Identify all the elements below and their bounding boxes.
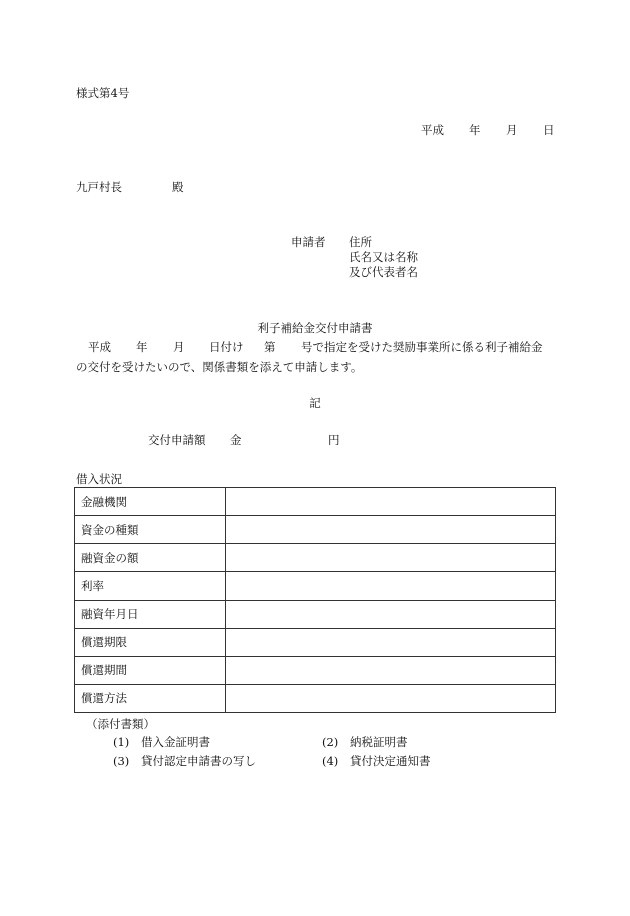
addressee-honorific: 殿 (172, 180, 184, 194)
body-era: 平成 (88, 340, 111, 354)
body-rest: 号で指定を受けた奨励事業所に係る利子補給金 (301, 340, 543, 354)
table-row (75, 684, 556, 712)
attachment-name: 貸付認定申請書の写し (141, 754, 256, 768)
row-label: 償還期間 (75, 656, 226, 684)
row-value-cell[interactable] (226, 600, 556, 628)
row-value-cell[interactable] (226, 572, 556, 600)
body-dated: 日付け (209, 340, 244, 354)
applicant-address-label: 住所 (349, 235, 372, 249)
row-label: 償還期限 (75, 628, 226, 656)
applicant-representative-label: 及び代表者名 (349, 265, 418, 279)
body-line-1 (76, 337, 556, 357)
table-row (75, 544, 556, 572)
loan-status-table (74, 487, 556, 713)
table-row (75, 572, 556, 600)
body-year: 年 (136, 340, 148, 354)
date-month: 月 (506, 123, 518, 137)
document-title: 利子補給金交付申請書 (257, 321, 373, 335)
attachment-number: (2) (322, 735, 339, 749)
table-row (75, 488, 556, 516)
row-label: 金融機関 (75, 488, 226, 516)
row-value-cell[interactable] (226, 488, 556, 516)
attachments-title: （添付書類） (86, 717, 155, 731)
date-line (421, 123, 555, 137)
amount-label: 交付申請額 (148, 433, 206, 447)
date-day: 日 (543, 123, 555, 137)
body-number-prefix: 第 (264, 340, 276, 354)
attachment-number: (3) (113, 754, 130, 768)
row-value-cell[interactable] (226, 544, 556, 572)
attachment-name: 貸付決定通知書 (350, 754, 431, 768)
attachment-row (113, 735, 431, 754)
applicant-label: 申請者 (291, 235, 326, 249)
table-row (75, 628, 556, 656)
row-label: 利率 (75, 572, 226, 600)
body-line-2: の交付を受けたいので、関係書類を添えて申請します。 (76, 360, 363, 374)
attachment-name: 納税証明書 (350, 735, 408, 749)
loan-status-title: 借入状況 (76, 472, 122, 486)
attachment-number: (4) (322, 754, 339, 768)
applicant-name-label: 氏名又は名称 (349, 250, 418, 264)
table-row (75, 516, 556, 544)
amount-unit: 円 (328, 433, 340, 447)
row-label: 融資年月日 (75, 600, 226, 628)
attachment-row (113, 754, 431, 773)
row-value-cell[interactable] (226, 516, 556, 544)
amount-line (148, 433, 340, 447)
body-month: 月 (173, 340, 185, 354)
addressee (76, 180, 184, 194)
applicant-block (291, 235, 418, 280)
row-label: 償還方法 (75, 684, 226, 712)
row-value-cell[interactable] (226, 656, 556, 684)
row-value-cell[interactable] (226, 628, 556, 656)
addressee-name: 九戸村長 (76, 180, 122, 194)
row-value-cell[interactable] (226, 684, 556, 712)
row-label: 融資金の額 (75, 544, 226, 572)
attachment-name: 借入金証明書 (141, 735, 210, 749)
attachments-list (113, 735, 431, 773)
attachment-number: (1) (113, 735, 130, 749)
table-row (75, 600, 556, 628)
date-era: 平成 (421, 123, 444, 137)
date-year: 年 (469, 123, 481, 137)
body-text (76, 337, 556, 377)
amount-prefix: 金 (230, 433, 242, 447)
form-number: 様式第4号 (76, 86, 130, 100)
row-label: 資金の種類 (75, 516, 226, 544)
table-row (75, 656, 556, 684)
note-mark: 記 (309, 396, 321, 410)
